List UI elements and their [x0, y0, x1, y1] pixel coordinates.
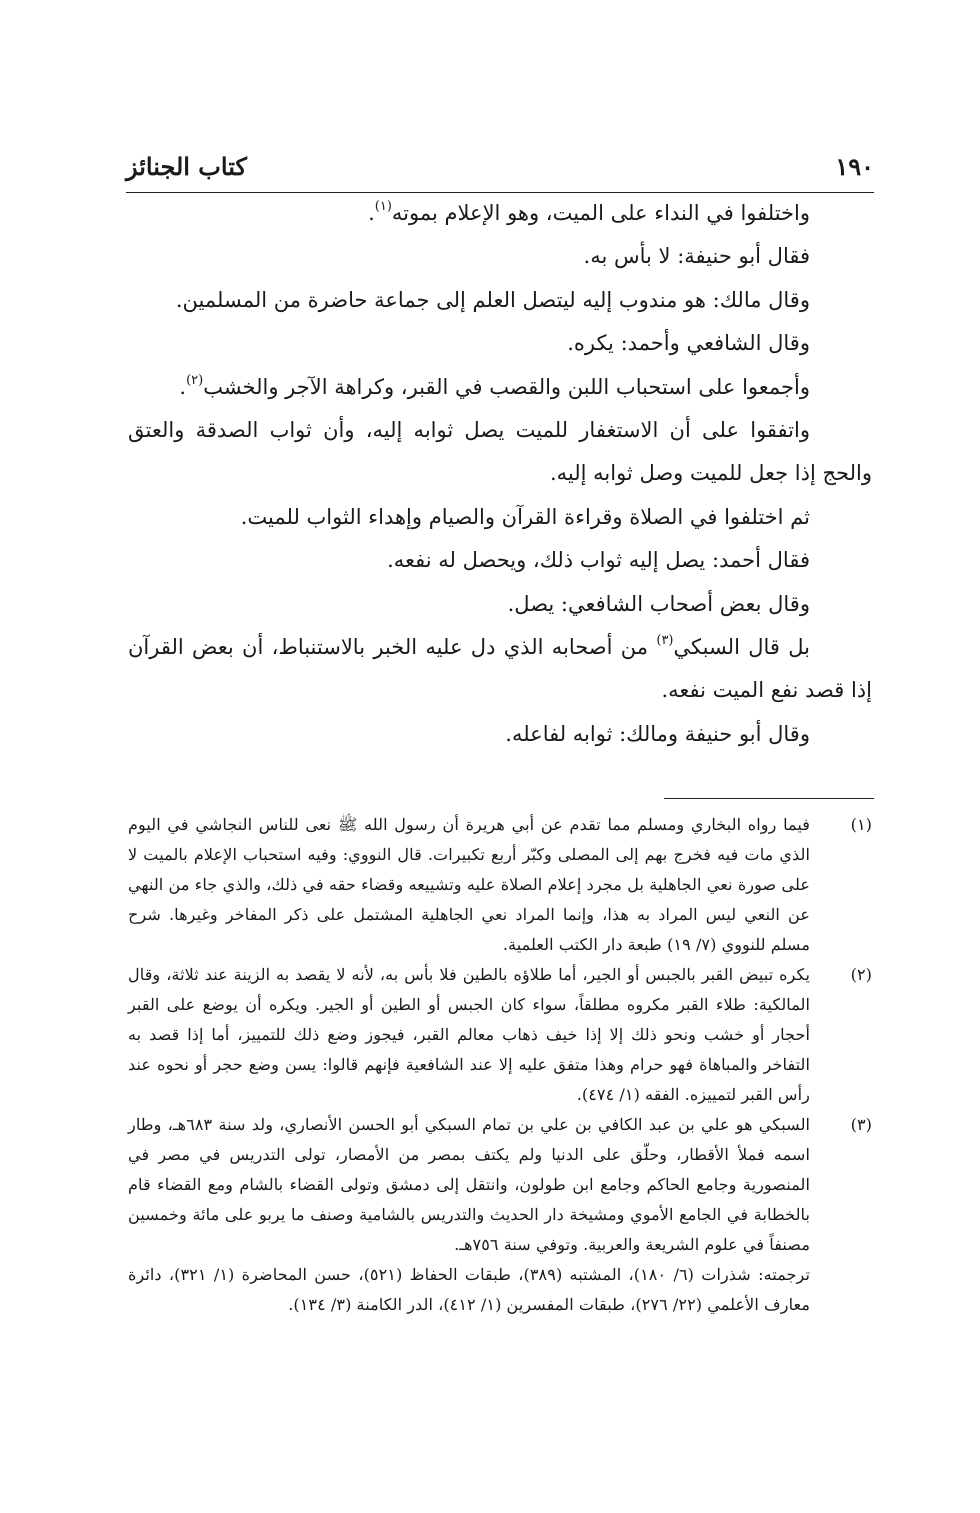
paragraph-ikhtilaf: ثم اختلفوا في الصلاة وقراءة القرآن والصيام وإهداء الثواب للميت.	[240, 504, 810, 529]
paragraph-abu-hanifa-malik: وقال أبو حنيفة ومالك: ثوابه لفاعله.	[505, 721, 810, 746]
page-number: ١٩٠	[835, 152, 874, 181]
footnote-3	[128, 1110, 872, 1260]
paragraph-shafii-ahmad: وقال الشافعي وأحمد: يكره.	[567, 331, 810, 356]
footnote-text: السبكي هو علي بن عبد الكافي بن علي بن تمام السبكي أبو الحسن الأنصاري، ولد سنة ٦٨٣هـ، وطار اسمه فملأ الأقطار، وحلّق على الدنيا ولم يكتف بمصر من الأمصار، تولى التدريس في مصر في المنصورية وجامع الحاكم وجامع ابن طولون، وانتقل إلى دمشق وتولى القضاء بالشام ومع القضاء قام بالخطابة في الجامع الأموي ومشيخة دار الحديث والتدريس بالشامية وصنف ما يربو على مائة وخمسين مصنفاً في علوم الشريعة والعربية. وتوفي سنة ٧٥٦هـ.	[128, 1115, 810, 1254]
paragraph-istighfar: واتفقوا على أن الاستغفار للميت يصل ثوابه إليه، وأن ثواب الصدقة والعتق والحج إذا جعل للميت وصل ثوابه إليه.	[128, 418, 872, 486]
footnote-text: يكره تبيض القبر بالجبس أو الجير، أما طلاؤه بالطين فلا بأس به، لأنه لا يقصد به الزينة عند ثلاثة، وقال المالكية: طلاء القبر مكروه مطلقاً، سواء كان الجبس أو الطين أو الجير. ويكره أن يوضع على القبر أحجار أو خشب ونحو ذلك إلا إذا خيف ذهاب معالم القبر، فيجوز وضع ذلك للتمييز، أما إذا قصد به التفاخر والمباهاة فهو حرام وهذا متفق عليه إلا عند الشافعية فإنهم قالوا: يسن وضع حجر أو نحوه عند رأس القبر لتمييزه. الفقه (١/ ٤٧٤).	[128, 965, 810, 1104]
footnote-3-sources: ترجمته: شذرات (٦/ ١٨٠)، المشتبه (٣٨٩)، طبقات الحفاظ (٥٢١)، حسن المحاضرة (١/ ٣٢١)، دائرة معارف الأعلمي (٢٢/ ٢٧٦)، طبقات المفسرين (١/ ٤١٢)، الدر الكامنة (٣/ ١٣٤).	[128, 1265, 810, 1314]
paragraph-ahmad: فقال أحمد: يصل إليه ثواب ذلك، ويحصل له نفعه.	[387, 548, 810, 573]
footnote-number: (٣)	[850, 1115, 872, 1134]
footnotes	[128, 810, 872, 1320]
footnote-2	[128, 960, 872, 1110]
paragraph-end: من أصحابه الذي دل عليه الخبر بالاستنباط، أن بعض القرآن إذا قصد نفع الميت نفعه.	[128, 635, 872, 703]
paragraph-text: واختلفوا في النداء على الميت، وهو الإعلام بموته	[391, 201, 810, 225]
footnote-text: فيما رواه البخاري ومسلم مما تقدم عن أبي هريرة أن رسول الله ﷺ نعى للناس النجاشي في اليوم الذي مات فيه فخرج بهم إلى المصلى وكبّر أربع تكبيرات. قال النووي: وفيه استحباب الإعلام بالميت لا على صورة نعي الجاهلية بل مجرد إعلام الصلاة عليه وتشييعه وقضاء حقه في ذلك، والذي جاء من النهي عن النعي ليس المراد به هذا، وإنما المراد نعي الجاهلية المشتمل على ذكر المفاخر وغيرها. شرح مسلم للنووي (٧/ ١٩) طبعة دار الكتب العلمية.	[128, 815, 810, 954]
chapter-title: كتاب الجنائز	[126, 152, 247, 181]
footnote-ref-2[interactable]: (٢)	[186, 372, 204, 388]
footnote-ref-3[interactable]: (٣)	[656, 633, 674, 649]
footnote-divider	[664, 798, 874, 799]
footnote-ref-1[interactable]: (١)	[374, 199, 392, 214]
footnote-1	[128, 810, 872, 960]
paragraph-text: بل قال السبكي	[673, 635, 810, 660]
running-header	[126, 148, 874, 193]
main-text	[128, 192, 872, 756]
paragraph-ijma	[128, 366, 872, 409]
paragraph-end: .	[368, 201, 375, 225]
paragraph-text: وأجمعوا على استحباب اللبن والقصب في القبر، وكراهة الآجر والخشب	[203, 374, 810, 399]
paragraph-subki	[128, 626, 872, 713]
footnote-number: (٢)	[850, 965, 872, 984]
paragraph-nida	[128, 192, 872, 235]
paragraph-end: .	[179, 374, 187, 399]
paragraph-abu-hanifa: فقال أبو حنيفة: لا بأس به.	[583, 244, 810, 269]
footnote-number: (١)	[850, 815, 872, 834]
paragraph-malik: وقال مالك: هو مندوب إليه ليتصل العلم إلى جماعة حاضرة من المسلمين.	[175, 287, 810, 312]
paragraph-ashab-shafii: وقال بعض أصحاب الشافعي: يصل.	[507, 591, 810, 616]
